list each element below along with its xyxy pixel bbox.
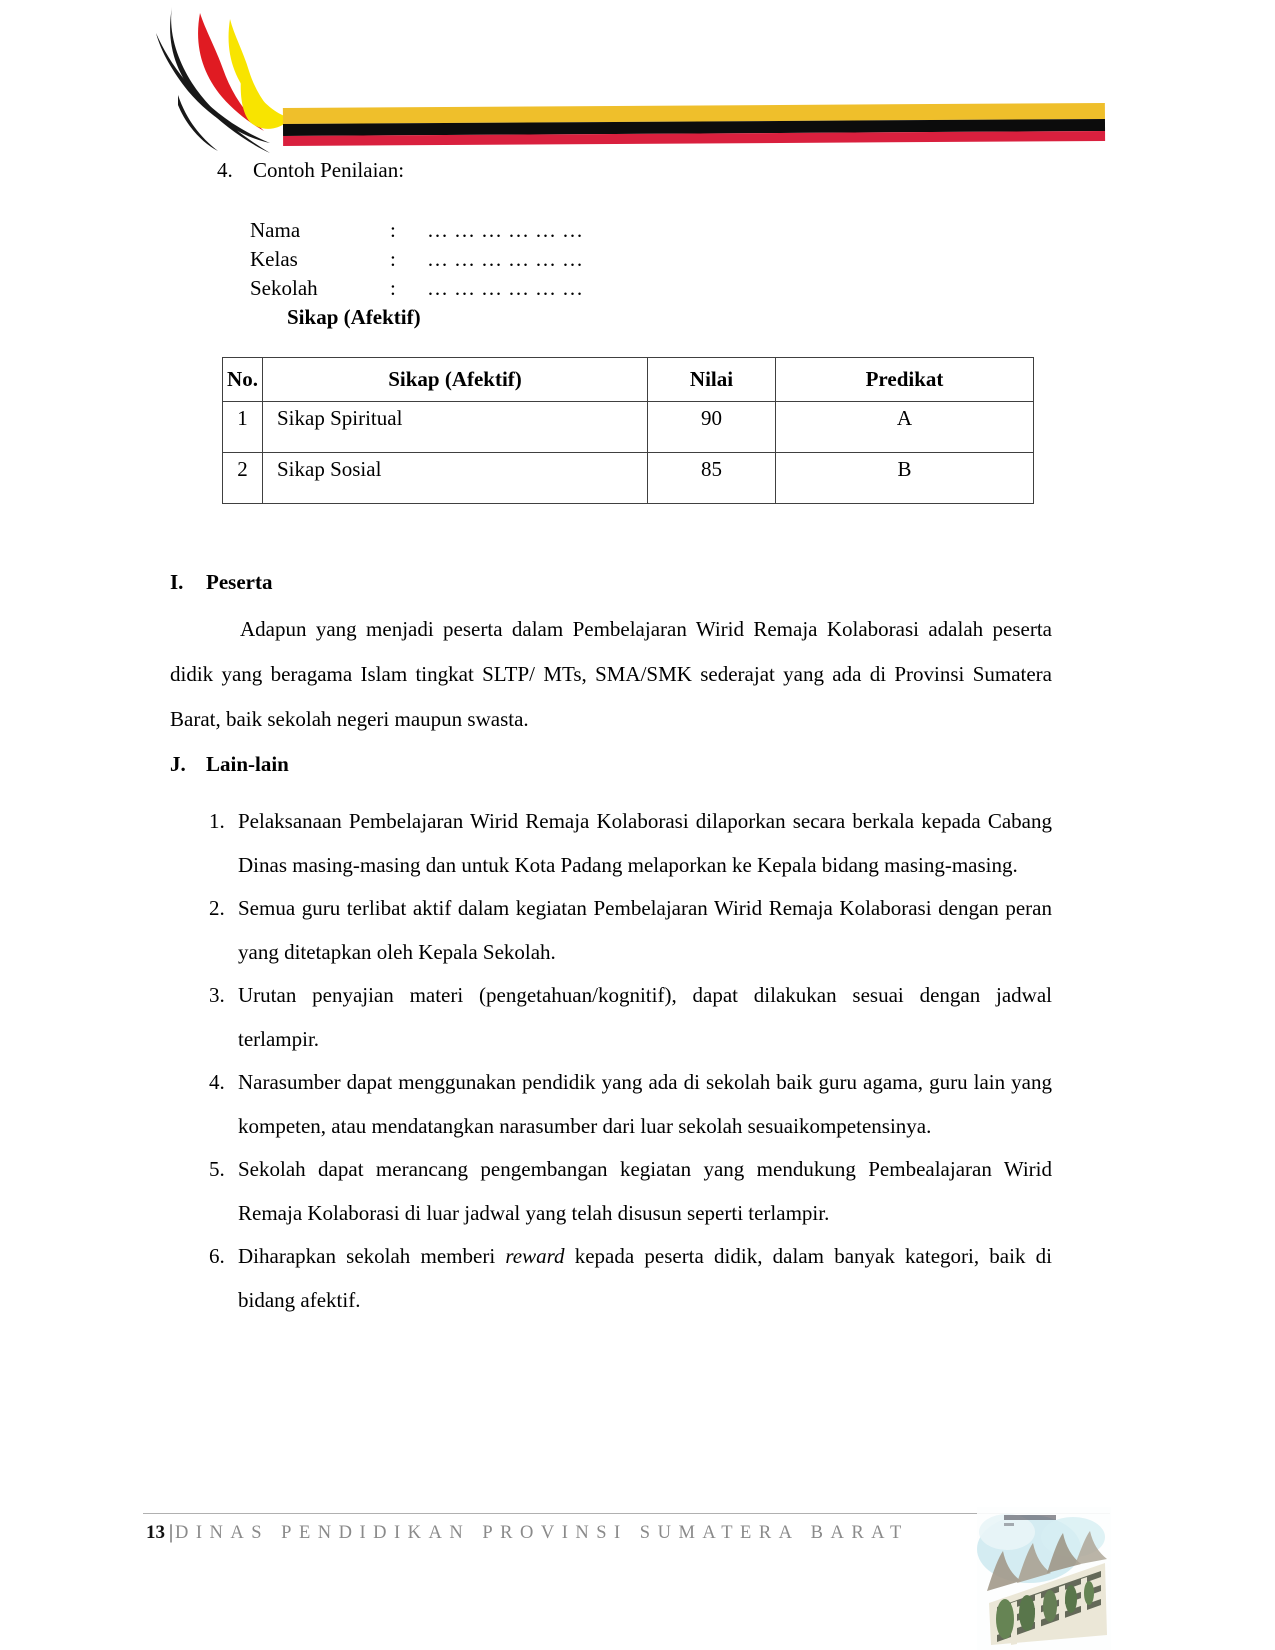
form-row-nama	[250, 216, 589, 245]
footer	[146, 1521, 909, 1544]
colon: :	[390, 218, 396, 242]
section-letter: J.	[170, 752, 186, 776]
list-item-text: kepada peserta didik, dalam banyak kategori, baik di bidang afektif.	[238, 1244, 1052, 1312]
nama-label: Nama	[250, 218, 301, 242]
list-number: 4.	[217, 158, 233, 182]
dotted-line: ………………	[427, 247, 589, 271]
cell-nilai: 90	[648, 402, 776, 453]
section-letter: I.	[170, 570, 184, 594]
list-number: 3.	[209, 983, 225, 1007]
dotted-line: ………………	[427, 276, 589, 300]
cell-sikap: Sikap Spiritual	[263, 402, 648, 453]
list-item	[170, 974, 1052, 1061]
cell-predikat: B	[776, 453, 1034, 504]
cell-no: 1	[223, 402, 263, 453]
footer-divider	[143, 1513, 1110, 1514]
col-header-no: No.	[223, 358, 263, 402]
table-row	[223, 453, 1034, 504]
list-item-text: Sekolah dapat merancang pengembangan kegiatan yang mendukung Pembealajaran Wirid Remaja Kolaborasi di luar jadwal yang telah disusun seperti terlampir.	[238, 1157, 1052, 1225]
section-heading-lain-lain	[170, 752, 289, 777]
table-row	[223, 402, 1034, 453]
list-item	[170, 800, 1052, 887]
list-item-text: Semua guru terlibat aktif dalam kegiatan Pembelajaran Wirid Remaja Kolaborasi dengan peran yang ditetapkan oleh Kepala Sekolah.	[238, 896, 1052, 964]
list-number: 4.	[209, 1070, 225, 1094]
list-number: 2.	[209, 896, 225, 920]
table-header-row	[223, 358, 1034, 402]
page-number: 13	[146, 1522, 165, 1543]
list-number: 6.	[209, 1244, 225, 1268]
building-photo	[977, 1507, 1111, 1650]
section-heading-peserta	[170, 570, 272, 595]
lain-lain-list	[170, 800, 1052, 1322]
sekolah-label: Sekolah	[250, 276, 318, 300]
cell-predikat: A	[776, 402, 1034, 453]
col-header-sikap: Sikap (Afektif)	[263, 358, 648, 402]
form-row-kelas	[250, 245, 589, 274]
footer-separator: |	[169, 1521, 174, 1543]
cell-no: 2	[223, 453, 263, 504]
colon: :	[390, 247, 396, 271]
colon: :	[390, 276, 396, 300]
list-item	[170, 1061, 1052, 1148]
list-item-text: Narasumber dapat menggunakan pendidik yang ada di sekolah baik guru agama, guru lain yang kompeten, atau mendatangkan narasumber dari luar sekolah sesuaikompetensinya.	[238, 1070, 1052, 1138]
student-form	[250, 216, 589, 303]
header-stripes	[283, 103, 1105, 146]
list-number: 5.	[209, 1157, 225, 1181]
flame-logo-icon	[148, 7, 290, 153]
col-header-predikat: Predikat	[776, 358, 1034, 402]
contoh-penilaian-line	[217, 158, 404, 183]
footer-department-text: DINAS PENDIDIKAN PROVINSI SUMATERA BARAT	[175, 1523, 909, 1543]
contoh-penilaian-label: Contoh Penilaian:	[253, 158, 405, 182]
list-item-text: Diharapkan sekolah memberi	[238, 1244, 506, 1268]
form-row-sekolah	[250, 274, 589, 303]
list-number: 1.	[209, 809, 225, 833]
list-item	[170, 1148, 1052, 1235]
cell-nilai: 85	[648, 453, 776, 504]
list-item-text: Pelaksanaan Pembelajaran Wirid Remaja Kolaborasi dilaporkan secara berkala kepada Cabang Dinas masing-masing dan untuk Kota Padang melaporkan ke Kepala bidang masing-masing.	[238, 809, 1052, 877]
list-item	[170, 1235, 1052, 1322]
peserta-paragraph: Adapun yang menjadi peserta dalam Pembelajaran Wirid Remaja Kolaborasi adalah peserta didik yang beragama Islam tingkat SLTP/ MTs, SMA/SMK sederajat yang ada di Provinsi Sumatera Barat, baik sekolah negeri maupun swasta.	[170, 617, 1052, 731]
list-item-text: Urutan penyajian materi (pengetahuan/kognitif), dapat dilakukan sesuai dengan jadwal terlampir.	[238, 983, 1052, 1051]
sikap-afektif-caption: Sikap (Afektif)	[287, 305, 421, 329]
italic-word: reward	[505, 1244, 565, 1268]
col-header-nilai: Nilai	[648, 358, 776, 402]
dotted-line: ………………	[427, 218, 589, 242]
sikap-table	[222, 357, 1034, 504]
kelas-label: Kelas	[250, 247, 298, 271]
cell-sikap: Sikap Sosial	[263, 453, 648, 504]
list-item	[170, 887, 1052, 974]
section-title: Peserta	[206, 570, 273, 594]
section-title: Lain-lain	[206, 752, 289, 776]
